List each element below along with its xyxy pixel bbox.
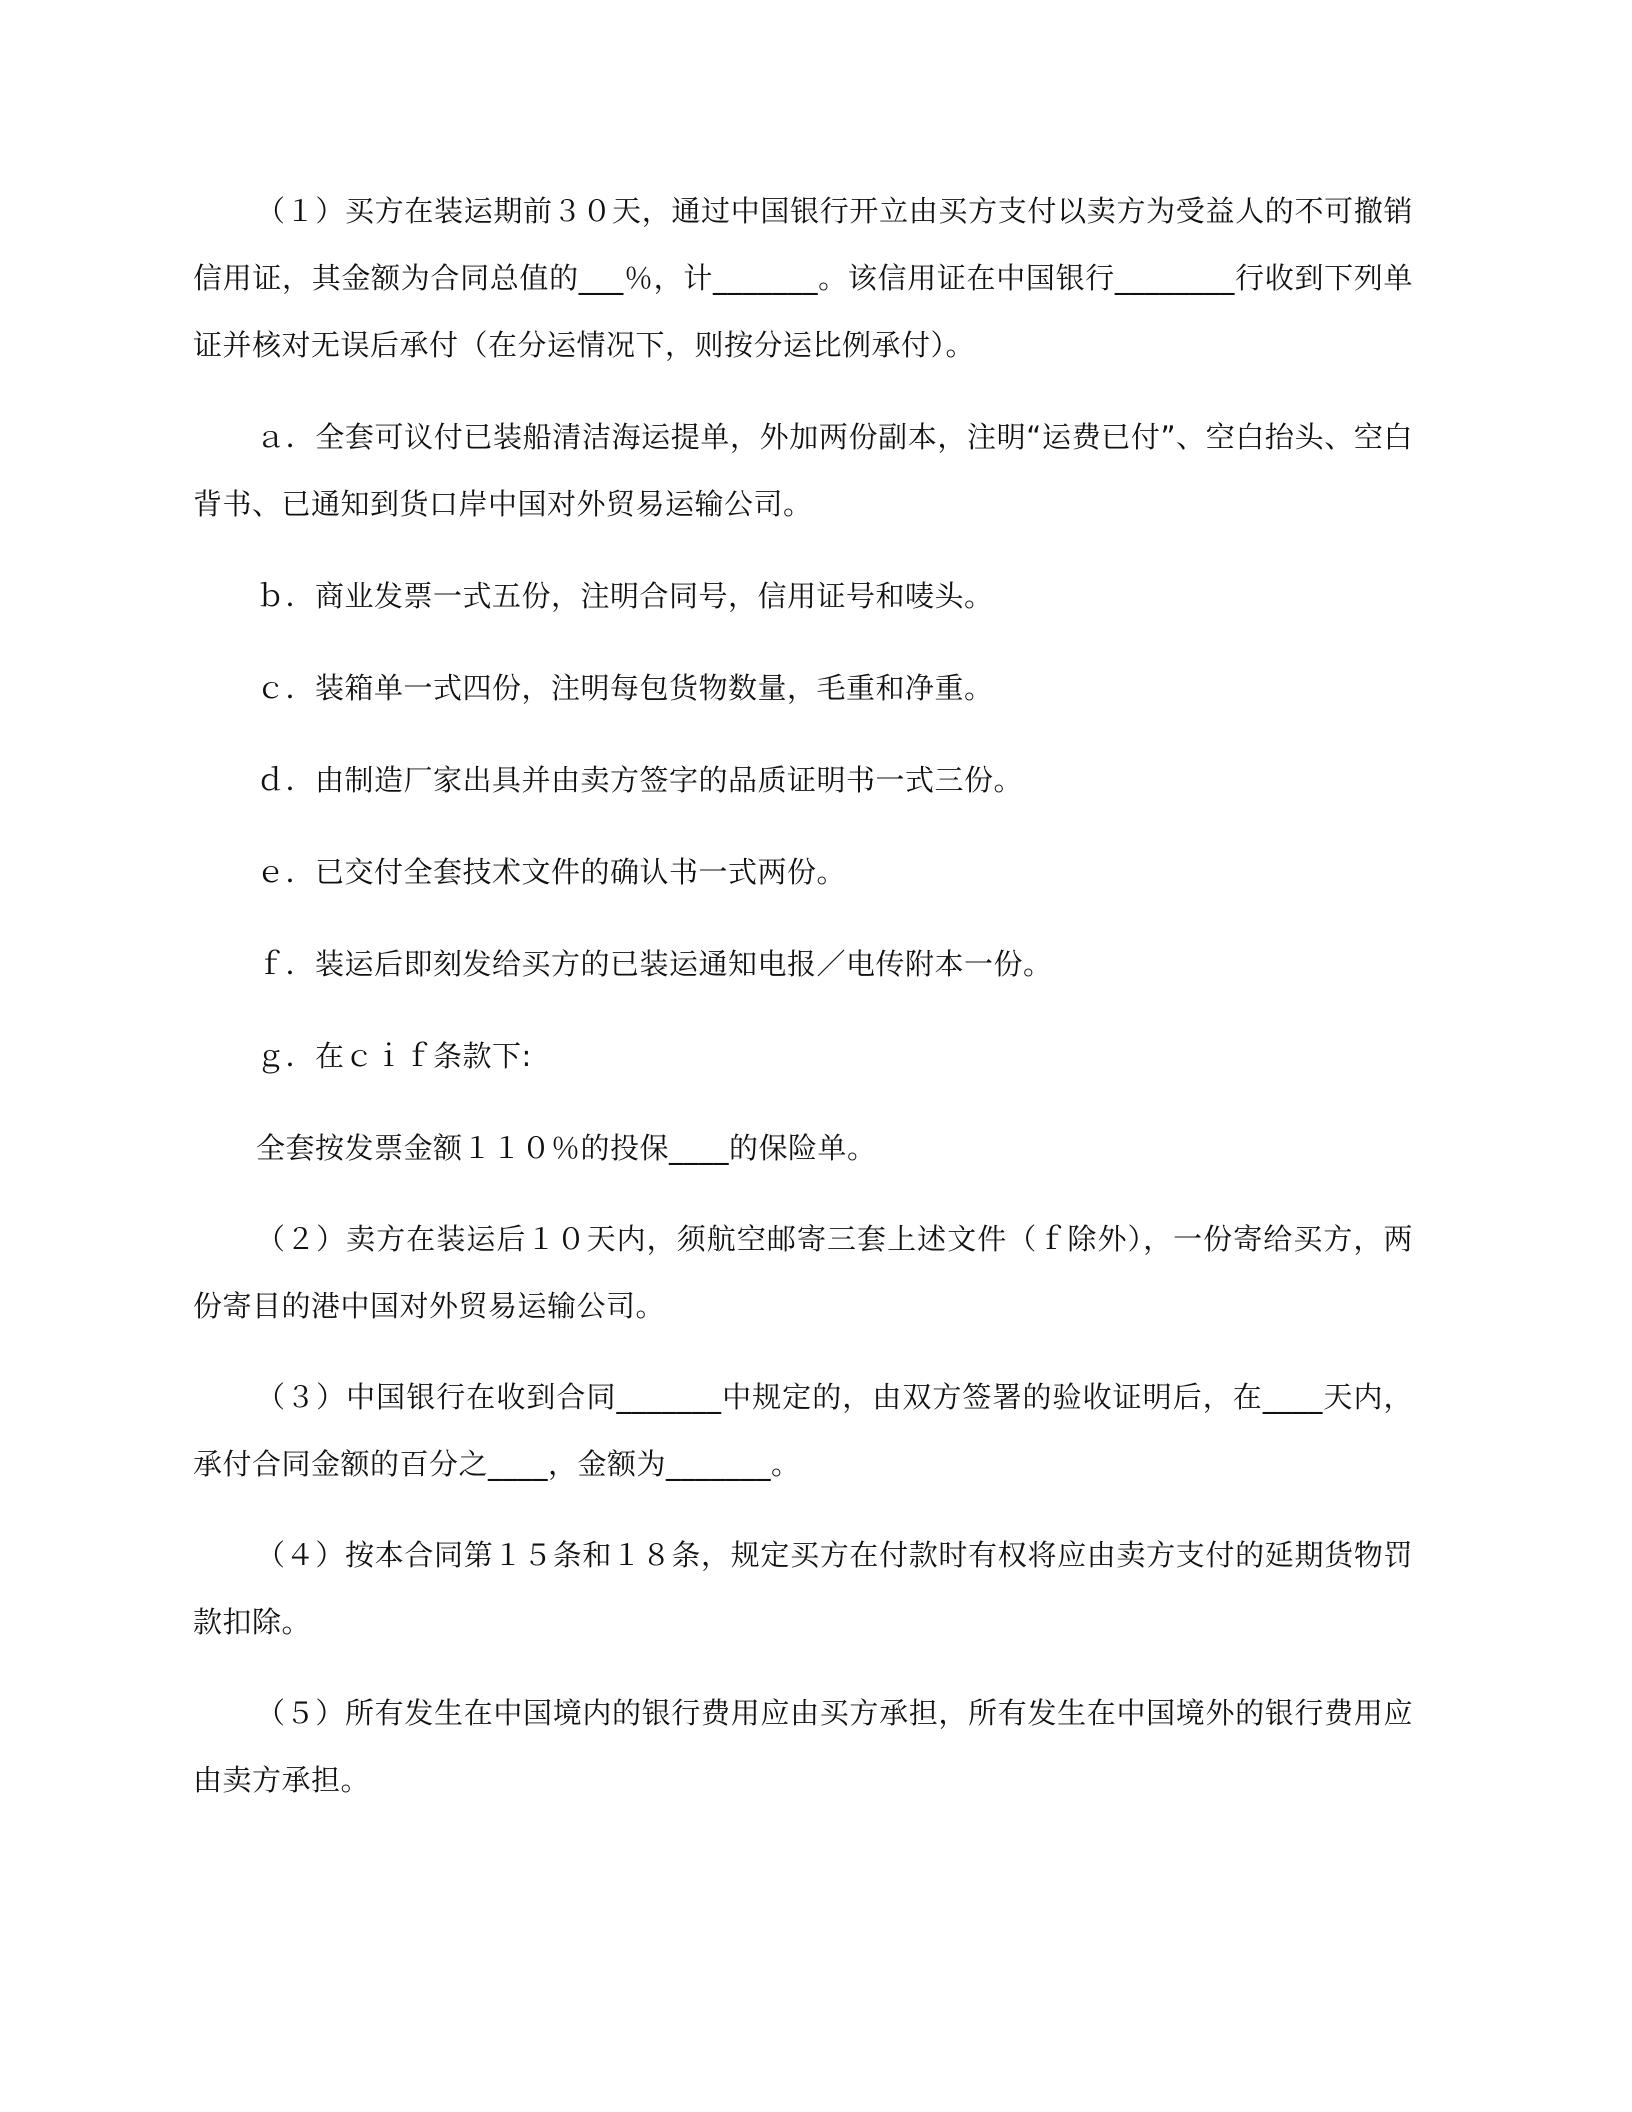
paragraph-c-packing-list: ｃ．装箱单一式四份，注明每包货物数量，毛重和净重。 [256,671,994,705]
paragraph-5-bank-charges: （５）所有发生在中国境内的银行费用应由买方承担，所有发生在中国境外的银行费用应由卖方承担。 [193,1696,1413,1797]
paragraph-d-quality-certificate: ｄ．由制造厂家出具并由卖方签字的品质证明书一式三份。 [256,763,1024,797]
paragraph-g-cif-terms: ｇ．在ｃｉｆ条款下: [256,1039,532,1073]
paragraph-4-penalty-deduction: （４）按本合同第１５条和１８条，规定买方在付款时有权将应由卖方支付的延期货物罚款扣除。 [193,1538,1413,1639]
paragraph-f-shipping-advice: ｆ．装运后即刻发给买方的已装运通知电报／电传附本一份。 [256,947,1053,981]
paragraph-3-acceptance-payment: （３）中国银行在收到合同_______中规定的，由双方签署的验收证明后，在____天内，承付合同金额的百分之____，金额为_______。 [193,1380,1413,1481]
paragraph-e-confirmation: ｅ．已交付全套技术文件的确认书一式两份。 [256,855,847,889]
paragraph-2-airmail-documents: （２）卖方在装运后１０天内，须航空邮寄三套上述文件（ｆ除外），一份寄给买方，两份寄目的港中国对外贸易运输公司。 [193,1222,1413,1323]
paragraph-insurance-policy: 全套按发票金额１１０％的投保____的保险单。 [256,1131,877,1165]
paragraph-b-invoice: ｂ．商业发票一式五份，注明合同号，信用证号和唛头。 [256,579,994,613]
paragraph-a-bill-of-lading: ａ．全套可议付已装船清洁海运提单，外加两份副本，注明“运费已付”、空白抬头、空白背书、已通知到货口岸中国对外贸易运输公司。 [193,420,1413,521]
paragraph-1-letter-of-credit: （１）买方在装运期前３０天，通过中国银行开立由买方支付以卖方为受益人的不可撤销信用证，其金额为合同总值的___％，计_______。该信用证在中国银行________行收到下列单证并核对无误后承付（在分运情况下，则按分运比例承付）。 [193,194,1413,362]
